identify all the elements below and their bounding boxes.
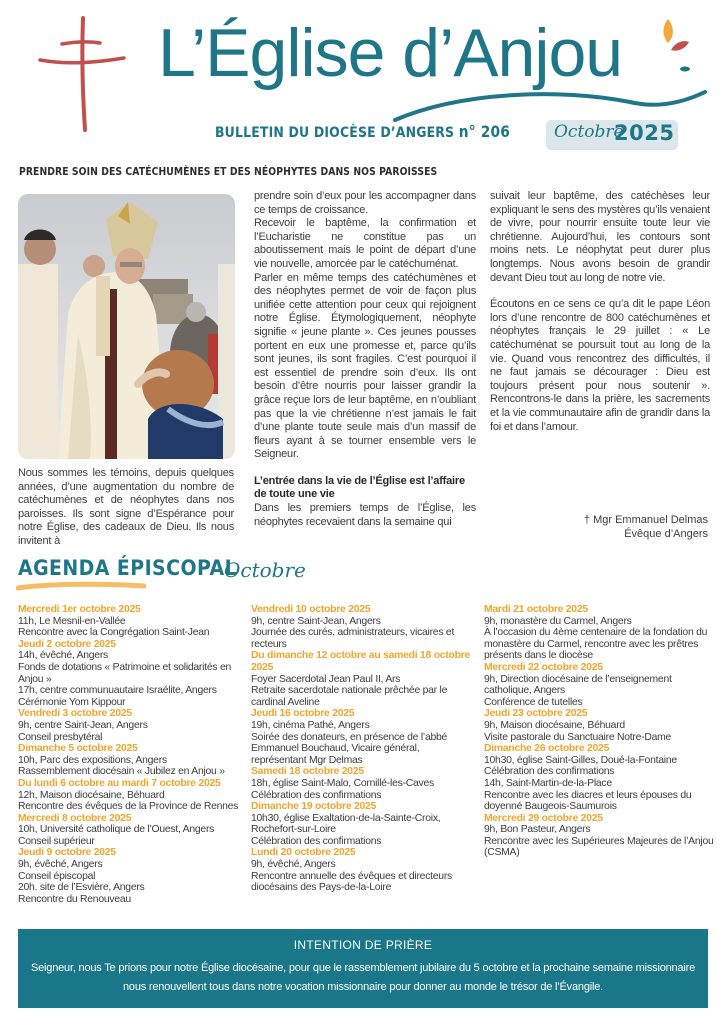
- agenda-event: [18, 708, 244, 743]
- agenda-detail: 9h, monastère du Carmel, Angers: [484, 615, 632, 627]
- agenda-detail: 20h. site de l’Esvière, Angers: [18, 882, 145, 894]
- agenda-event: [18, 639, 244, 709]
- agenda-detail: Conférence de tutelles: [484, 696, 583, 708]
- signature-role: Évêque d’Angers: [624, 528, 708, 540]
- leaf-icon: [680, 66, 690, 72]
- agenda-date: Jeudi 2 octobre 2025: [18, 638, 116, 650]
- bulletin-subtitle: [215, 122, 510, 141]
- prayer-title: INTENTION DE PRIÈRE: [293, 938, 433, 952]
- agenda-detail: Rencontre des évêques de la Province de Rennes: [18, 801, 239, 813]
- agenda-detail: Conseil supérieur: [18, 835, 95, 847]
- agenda-date: Vendredi 10 octobre 2025: [251, 604, 371, 615]
- agenda-event: [18, 743, 244, 778]
- issue-number: n° 206: [458, 122, 510, 141]
- article-title: PRENDRE SOIN DES CATÉCHUMÈNES ET DES NÉOPHYTES DANS NOS PAROISSES: [19, 165, 438, 178]
- article-column-2: [254, 190, 476, 529]
- agenda-detail: 10h30, église Saint-Gilles, Doué-la-Fontaine: [484, 754, 677, 766]
- article-paragraph: Nous sommes les témoins, depuis quelques années, d’une augmentation du nombre de catéchumènes et de néophytes dans nos paroisses. Ils sont signe d’Espérance pour notre Église, des cadeaux de Dieu. Ils nous invitent à: [18, 467, 234, 547]
- agenda-detail: Célébration des confirmations: [251, 835, 382, 847]
- brush-underline: [16, 580, 146, 592]
- signature-name: † Mgr Emmanuel Delmas: [583, 514, 708, 526]
- agenda-detail: 9h, Direction diocésaine de l’enseignement catholique, Angers: [484, 673, 672, 697]
- agenda-detail: Célébration des confirmations: [251, 789, 382, 801]
- agenda-detail: 14h, évêché, Angers: [18, 650, 108, 662]
- agenda-date: Lundi 20 octobre 2025: [251, 847, 356, 859]
- bishop-blessing-photo: [18, 194, 235, 459]
- agenda-detail: 9h, centre Saint-Jean, Angers: [251, 615, 381, 627]
- agenda-detail: Rencontre avec la Congrégation Saint-Jean: [18, 627, 210, 639]
- agenda-event: [484, 662, 714, 708]
- issue-date: [546, 120, 678, 150]
- article-paragraph: suivait leur baptême, des catéchèses leur expliquant le sens des mystères qu’ils venaient de vivre, pour nourrir ensuite toute leur vie chrétienne. Aujourd’hui, les contours sont moins nets. Le néophytat peut durer plus longtemps. Nous avons besoin de grandir devant Dieu tout au long de notre vie.: [490, 190, 710, 284]
- agenda-date: Mercredi 1er octobre 2025: [18, 604, 141, 615]
- cross-icon: [38, 14, 128, 134]
- article-paragraph: Recevoir le baptême, la confirmation et l’Eucharistie ne constitue pas un aboutissement mais le point de départ d’une vie nouvelle, amorcée par le catéchuménat.: [254, 217, 476, 270]
- agenda-event: [251, 708, 477, 766]
- prayer-text: Seigneur, nous Te prions pour notre Église diocésaine, pour que le rassemblement jubilaire du 5 octobre et la prochaine semaine missionnaire nous renouvellent tous dans notre vocation missionnaire pour donner au monde le trésor de l’Évangile.: [31, 962, 695, 993]
- agenda-event: [484, 604, 714, 662]
- agenda-date: Vendredi 3 octobre 2025: [18, 708, 132, 720]
- article-column-1: [18, 467, 234, 549]
- agenda-event: [484, 743, 714, 813]
- agenda-date: Jeudi 23 octobre 2025: [484, 708, 588, 720]
- agenda-event: [251, 847, 477, 893]
- agenda-detail: 9h, évêché, Angers: [251, 859, 336, 871]
- agenda-detail: 9h, évêché, Angers: [18, 859, 103, 871]
- agenda-detail: Fonds de dotations « Patrimoine et solidarités en Anjou »: [18, 661, 232, 685]
- agenda-date: Dimanche 19 octobre 2025: [251, 801, 377, 813]
- agenda-detail: Retraite sacerdotale nationale prêchée par le cardinal Aveline: [251, 685, 448, 708]
- agenda-event: [251, 766, 477, 801]
- subtitle-text: BULLETIN DU DIOCÈSE D’ANGERS: [215, 125, 455, 141]
- agenda-event: [18, 813, 244, 848]
- agenda-detail: Célébration des confirmations: [484, 766, 615, 778]
- agenda-detail: Cérémonie Yom Kippour: [18, 696, 126, 708]
- agenda-detail: 18h, église Saint-Malo, Cornillé-les-Caves: [251, 777, 434, 789]
- agenda-detail: Journée des curés, administrateurs, vicaires et recteurs: [251, 627, 455, 650]
- agenda-detail: 10h, Parc des expositions, Angers: [18, 754, 167, 766]
- issue-month: Octobre: [554, 122, 624, 142]
- agenda-detail: Conseil presbytéral: [18, 731, 103, 743]
- agenda-detail: 12h, Maison diocésaine, Béhuard: [18, 789, 165, 801]
- agenda-title: AGENDA ÉPISCOPAL: [18, 556, 238, 580]
- signature: [490, 513, 708, 541]
- agenda-date: Dimanche 26 octobre 2025: [484, 743, 610, 755]
- agenda-date: Dimanche 5 octobre 2025: [18, 743, 138, 755]
- agenda-column: [18, 604, 244, 905]
- agenda-date: Mercredi 8 octobre 2025: [18, 812, 132, 824]
- agenda-detail: Soirée des donateurs, en présence de l’abbé Emmanuel Bouchaud, Vicaire général, représentant Mgr Delmas: [251, 731, 448, 766]
- agenda-detail: 10h30, église Exaltation-de-la-Sainte-Croix, Rochefort-sur-Loire: [251, 812, 441, 836]
- article-paragraph: Dans les premiers temps de l’Église, les néophytes recevaient dans la semaine qui: [254, 502, 476, 528]
- article-paragraph: Parler en même temps des catéchumènes et des néophytes permet de voir de façon plus unifiée cette attention pour ceux qui rejoignent notre Église. Étymologiquement, néophyte signifie « jeune plante ». Ces jeunes pousses portent en eux une promesse et, parce qu’ils sont jeunes, ils sont fragiles. C’est pourquoi il est essentiel de prendre soin d’eux. Ils ont besoin d’être nourris pour laisser grandir la grâce reçue lors de leur baptême, en n’oubliant pas que la vie chrétienne n’est jamais le fait d’une plante toute seule mais d’un massif de fleurs ayant à se tourner ensemble vers le Seigneur.: [254, 271, 476, 461]
- agenda-detail: 19h, cinéma Pathé, Angers: [251, 719, 370, 731]
- agenda-date: Samedi 18 octobre 2025: [251, 766, 364, 778]
- agenda-detail: Rencontre du Renouveau: [18, 893, 131, 905]
- article-subheading: L’entrée dans la vie de l’Église est l’affaire de toute une vie: [254, 474, 465, 501]
- agenda-detail: Visite pastorale du Sanctuaire Notre-Dame: [484, 731, 672, 743]
- agenda-event: [18, 778, 244, 813]
- agenda-event: [251, 650, 477, 708]
- article-paragraph: Écoutons en ce sens ce qu’a dit le pape Léon lors d’une rencontre de 800 catéchumènes et néophytes français le 29 juillet : « Le catéchuménat se poursuit tout au long de la vie. Quand vous rencontrez des difficultés, il ne faut jamais se décourager : Dieu est toujours présent pour nous soutenir ». Rencontrons-le dans la prière, les sacrements et la vie communautaire afin de grandir dans la foi et dans l’amour.: [490, 298, 710, 433]
- agenda-event: [251, 801, 477, 847]
- article-column-3: [490, 190, 710, 434]
- agenda-detail: Rassemblement diocésain « Jubilez en Anjou »: [18, 766, 225, 778]
- agenda-month: Octobre: [224, 558, 306, 582]
- agenda-detail: 10h, Université catholique de l’Ouest, Angers: [18, 824, 215, 836]
- agenda-detail: 14h, Saint-Martin-de-la-Place: [484, 777, 612, 789]
- agenda-date: Mercredi 22 octobre 2025: [484, 661, 603, 673]
- agenda-event: [18, 847, 244, 905]
- agenda-date: Mercredi 29 octobre 2025: [484, 812, 603, 824]
- article-paragraph: prendre soin d’eux pour les accompagner dans ce temps de croissance.: [254, 190, 476, 216]
- agenda-date: Du lundi 6 octobre au mardi 7 octobre 2025: [18, 777, 221, 789]
- agenda-date: Mardi 21 octobre 2025: [484, 604, 588, 615]
- agenda-detail: Conseil épiscopal: [18, 870, 96, 882]
- agenda-column: [484, 604, 714, 859]
- leaf-icon: [670, 40, 690, 52]
- issue-year: 2025: [614, 121, 675, 145]
- agenda-date: Du dimanche 12 octobre au samedi 18 octobre 2025: [251, 650, 471, 673]
- agenda-detail: À l’occasion du 4ème centenaire de la fondation du monastère du Carmel, rencontre avec les prêtres présents dans le diocèse: [484, 627, 708, 662]
- agenda-detail: 9h, centre Saint-Jean, Angers: [18, 719, 148, 731]
- agenda-detail: Rencontre avec les Supérieures Majeures de l’Anjou (CSMA): [484, 835, 714, 859]
- agenda-event: [18, 604, 244, 639]
- agenda-event: [484, 813, 714, 859]
- agenda-column: [251, 604, 477, 894]
- agenda-detail: 17h, centre communuautaire Israélite, Angers: [18, 685, 217, 697]
- prayer-intention-box: [18, 929, 708, 1008]
- agenda-detail: Rencontre avec les diacres et leurs épouses du doyenné Baugeois-Saumurois: [484, 789, 692, 813]
- agenda-date: Jeudi 9 octobre 2025: [18, 847, 116, 859]
- agenda-detail: 9h, Bon Pasteur, Angers: [484, 824, 591, 836]
- agenda-detail: Rencontre annuelle des évêques et directeurs diocésains des Pays-de-la-Loire: [251, 870, 452, 894]
- agenda-detail: 11h, Le Mesnil-en-Vallée: [18, 615, 126, 627]
- agenda-detail: 9h, Maison diocésaine, Béhuard: [484, 719, 625, 731]
- agenda-detail: Foyer Sacerdotal Jean Paul II, Ars: [251, 673, 401, 685]
- agenda-date: Jeudi 16 octobre 2025: [251, 708, 355, 720]
- agenda-event: [251, 604, 477, 650]
- agenda-event: [484, 708, 714, 743]
- bulletin-title: L’Église d’Anjou: [158, 15, 623, 91]
